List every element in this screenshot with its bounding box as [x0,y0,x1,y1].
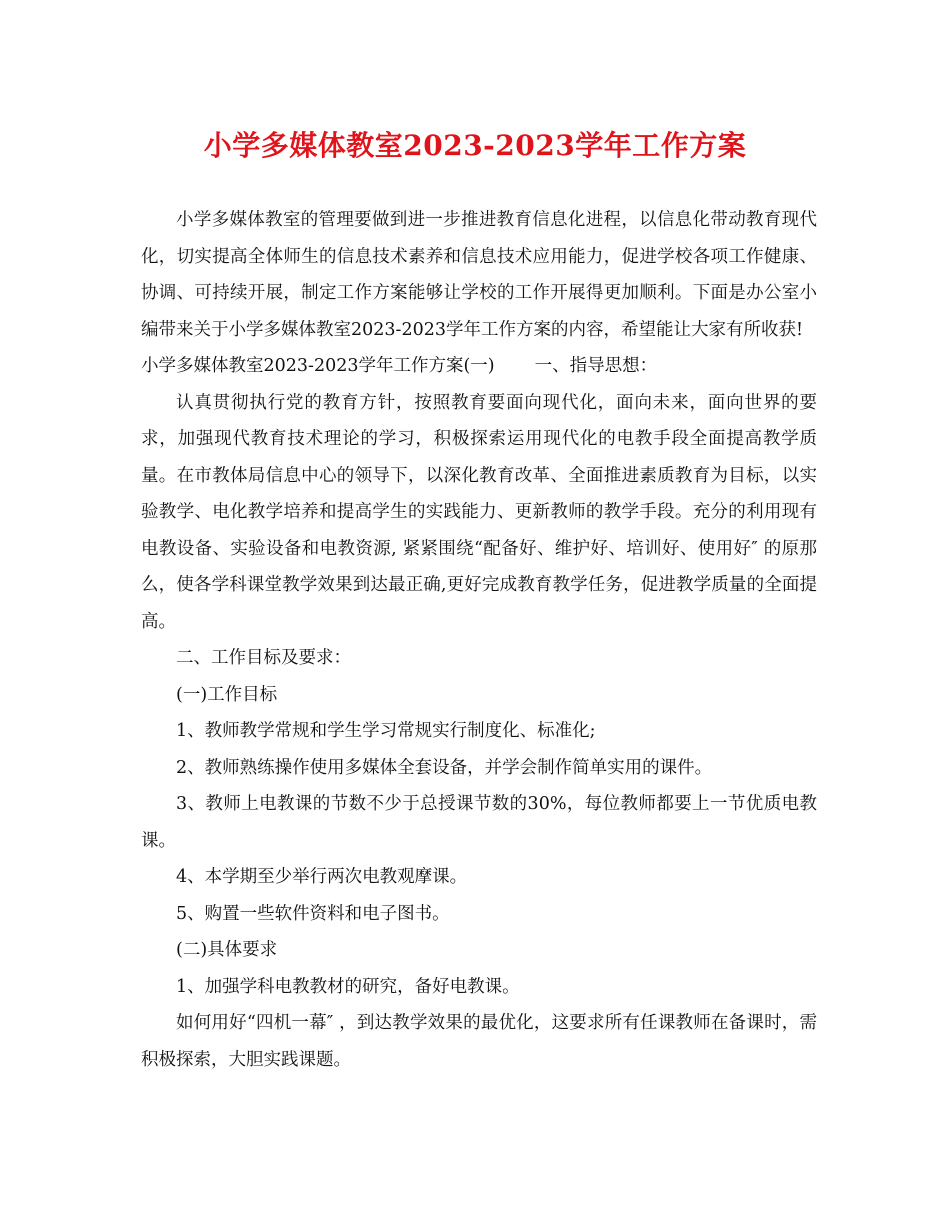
subtitle-row [141,348,817,385]
document-body [141,202,817,1078]
subsection-heading-specific-requirements: (二)具体要求 [176,940,278,960]
section-heading-goals-requirements: 二、工作目标及要求： [176,648,351,668]
requirement-item: 1、加强学科电教教材的研究，备好电教课。 [176,976,520,997]
goal-item: 1、教师教学常规和学生学习常规实行制度化、标准化; [176,721,596,741]
heading-gap [495,348,535,385]
goal-item: 2、教师熟练操作使用多媒体全套设备，并学会制作简单实用的课件。 [176,757,713,778]
plan-subtitle: 小学多媒体教室2023-2023学年工作方案(一) [141,356,495,376]
requirement-paragraph: 如何用好“四机一幕″ ，到达教学效果的最优化，这要求所有任课教师在备课时，需积极探索，大胆实践课题。 [141,1013,817,1070]
goal-item: 3、教师上电教课的节数不少于总授课节数的30%，每位教师都要上一节优质电教课。 [141,794,817,851]
guiding-thought-paragraph: 认真贯彻执行党的教育方针，按照教育要面向现代化，面向未来，面向世界的要求，加强现代教育技术理论的学习，积极探索运用现代化的电教手段全面提高教学质量。在市教体局信息中心的领导下，以深化教育改革、全面推进素质教育为目标，以实验教学、电化教学培养和提高学生的实践能力、更新教师的教学手段。充分的利用现有电教设备、实验设备和电教资源, 紧紧围绕“配备好、维护好、培训好、使用好″ 的原那么，使各学科课堂教学效果到达最正确,更好完成教育教学任务，促进教学质量的全面提高。 [141,392,817,632]
document-title: 小学多媒体教室2023-2023学年工作方案 [203,129,747,162]
section-heading-guiding-thought: 一、指导思想： [534,356,658,376]
goal-item: 4、本学期至少举行两次电教观摩课。 [176,867,468,887]
intro-paragraph: 小学多媒体教室的管理要做到进一步推进教育信息化进程，以信息化带动教育现代化，切实提高全体师生的信息技术素养和信息技术应用能力，促进学校各项工作健康、协调、可持续开展，制定工作方案能够让学校的工作开展得更加顺利。下面是办公室小编带来关于小学多媒体教室2023-2023学年工作方案的内容，希望能让大家有所收获! [141,210,817,340]
goal-item: 5、购置一些软件资料和电子图书。 [176,903,450,924]
subsection-heading-work-goals: (一)工作目标 [176,684,278,705]
